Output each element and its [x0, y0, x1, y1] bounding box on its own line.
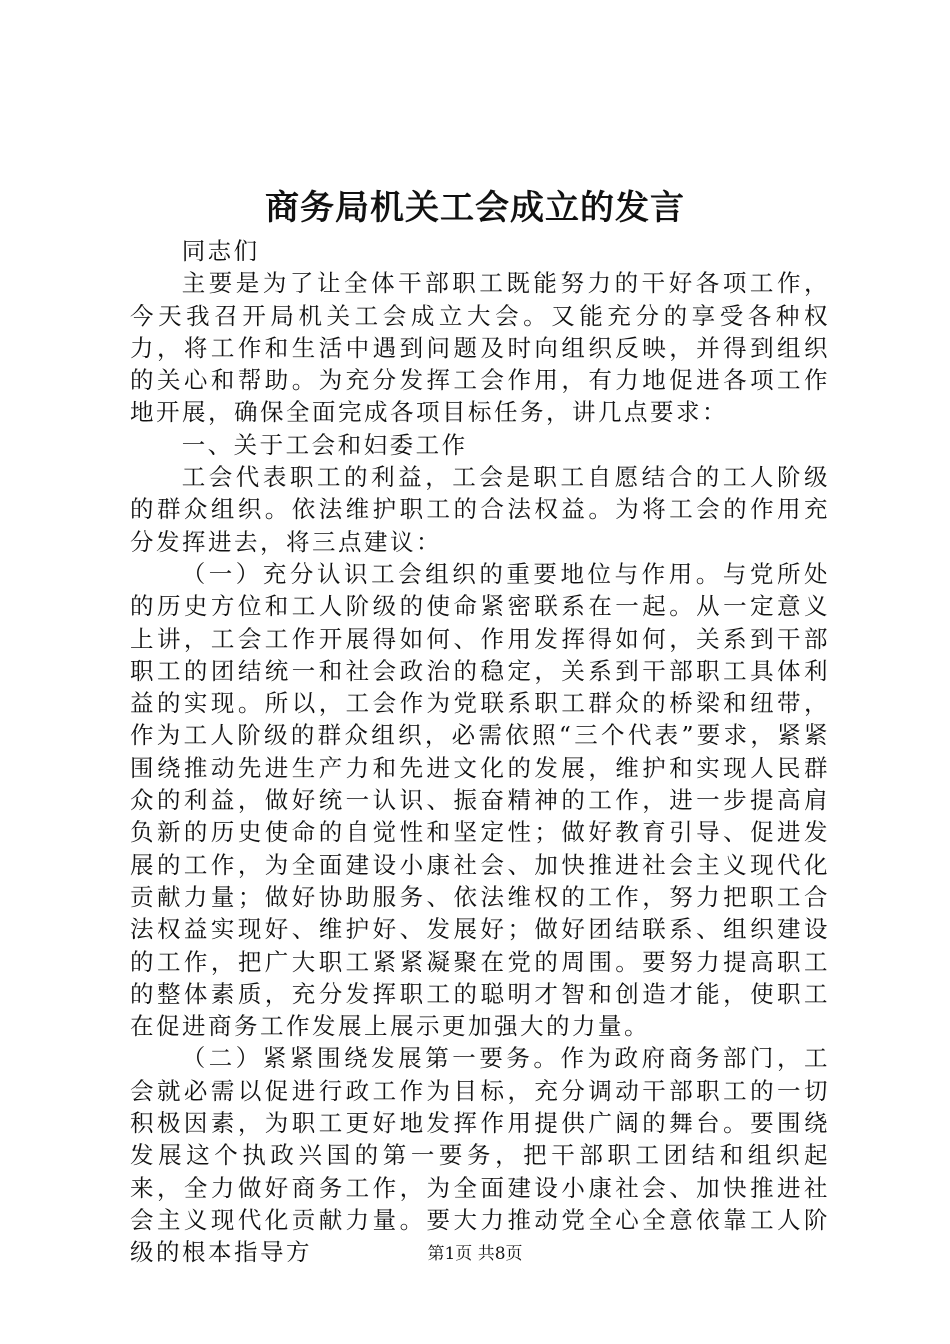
document-body	[130, 235, 830, 1269]
salutation: 同志们	[181, 237, 260, 265]
document-title: 商务局机关工会成立的发言	[265, 188, 685, 228]
paragraph: （二）紧紧围绕发展第一要务。作为政府商务部门，工会就必需以促进行政工作为目标，充分调动干部职工的一切积极因素，为职工更好地发挥作用提供广阔的舞台。要围绕发展这个执政兴国的第一要务，把干部职工团结和组织起来，全力做好商务工作，为全面建设小康社会、加快推进社会主义现代化贡献力量。要大力推动党全心全意依靠工人阶级的根本指导方	[130, 1044, 830, 1267]
paragraph: 工会代表职工的利益，工会是职工自愿结合的工人阶级的群众组织。依法维护职工的合法权益。为将工会的作用充分发挥进去，将三点建议：	[130, 463, 830, 556]
paragraph: 主要是为了让全体干部职工既能努力的干好各项工作，今天我召开局机关工会成立大会。又能充分的享受各种权力，将工作和生活中遇到问题及时向组织反映，并得到组织的关心和帮助。为充分发挥工会作用，有力地促进各项工作地开展，确保全面完成各项目标任务，讲几点要求：	[130, 269, 830, 427]
section-heading: 一、关于工会和妇委工作	[181, 430, 468, 459]
page-number-footer: 第1页 共8页	[427, 1244, 523, 1264]
paragraph: （一）充分认识工会组织的重要地位与作用。与党所处的历史方位和工人阶级的使命紧密联系在一起。从一定意义上讲，工会工作开展得如何、作用发挥得如何，关系到干部职工的团结统一和社会政治的稳定，关系到干部职工具体利益的实现。所以，工会作为党联系职工群众的桥梁和纽带，作为工人阶级的群众组织，必需依照“三个代表”要求，紧紧围绕推动先进生产力和先进文化的发展，维护和实现人民群众的利益，做好统一认识、振奋精神的工作，进一步提高肩负新的历史使命的自觉性和坚定性；做好教育引导、促进发展的工作，为全面建设小康社会、加快推进社会主义现代化贡献力量；做好协助服务、依法维权的工作，努力把职工合法权益实现好、维护好、发展好；做好团结联系、组织建设的工作，把广大职工紧紧凝聚在党的周围。要努力提高职工的整体素质，充分发挥职工的聪明才智和创造才能，使职工在促进商务工作发展上展示更加强大的力量。	[130, 559, 830, 1041]
